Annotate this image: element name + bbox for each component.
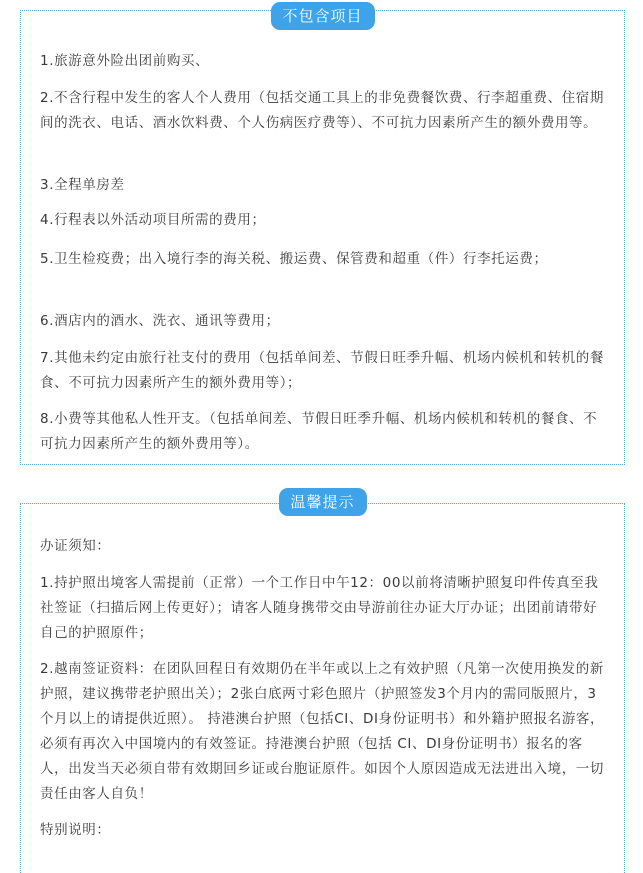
section-title-excluded: 不包含项目 — [270, 2, 374, 30]
excluded-item-5: 5.卫生检疫费；出入境行李的海关税、搬运费、保管费和超重（件）行李托运费； — [40, 251, 548, 267]
excluded-item-7: 7.其他未约定由旅行社支付的费用（包括单间差、节假日旺季升幅、机场内候机和转机的餐食、不可抗力因素所产生的额外费用等）； — [40, 350, 604, 391]
tips-heading-visa: 办证须知： — [40, 538, 111, 554]
excluded-item-3: 3.全程单房差 — [40, 177, 125, 193]
excluded-item-8: 8.小费等其他私人性开支。（包括单间差、节假日旺季升幅、机场内候机和转机的餐食、不可抗力因素所产生的额外费用等）。 — [40, 411, 598, 452]
excluded-item-6: 6.酒店内的酒水、洗衣、通讯等费用； — [40, 313, 280, 329]
excluded-item-2: 2.不含行程中发生的客人个人费用（包括交通工具上的非免费餐饮费、行李超重费、住宿期间的洗衣、电话、酒水饮料费、个人伤病医疗费等）、不可抗力因素所产生的额外费用等。 — [40, 90, 604, 131]
excluded-item-4: 4.行程表以外活动项目所需的费用； — [40, 212, 266, 228]
section-excluded-items — [20, 7, 625, 465]
excluded-item-1: 1.旅游意外险出团前购买、 — [40, 53, 210, 69]
section-travel-tips — [20, 493, 625, 873]
section-title-tips: 温馨提示 — [278, 488, 366, 516]
tips-heading-special: 特别说明： — [40, 822, 111, 838]
tips-item-2: 2.越南签证资料：在团队回程日有效期仍在半年或以上之有效护照（凡第一次使用换发的新护照，建议携带老护照出关）；2张白底两寸彩色照片（护照签发3个月内的需同版照片，3个月以上的请提供近照）。 持港澳台护照（包括CI、DI身份证明书）和外籍护照报名游客，必须有再次入中国境内的有效签证。持港澳台护照（包括 CI、DI身份证明书）报名的客人，出发当天必须自带有效期回乡证或台胞证原件。如因个人原因造成无法进出入境，一切责任由客人自负！ — [40, 661, 605, 802]
tips-item-1: 1.持护照出境客人需提前（正常）一个工作日中午12：00以前将清晰护照复印件传真至我社签证（扫描后网上传更好）；请客人随身携带交由导游前往办证大厅办证；出团前请带好自己的护照原件； — [40, 575, 599, 641]
